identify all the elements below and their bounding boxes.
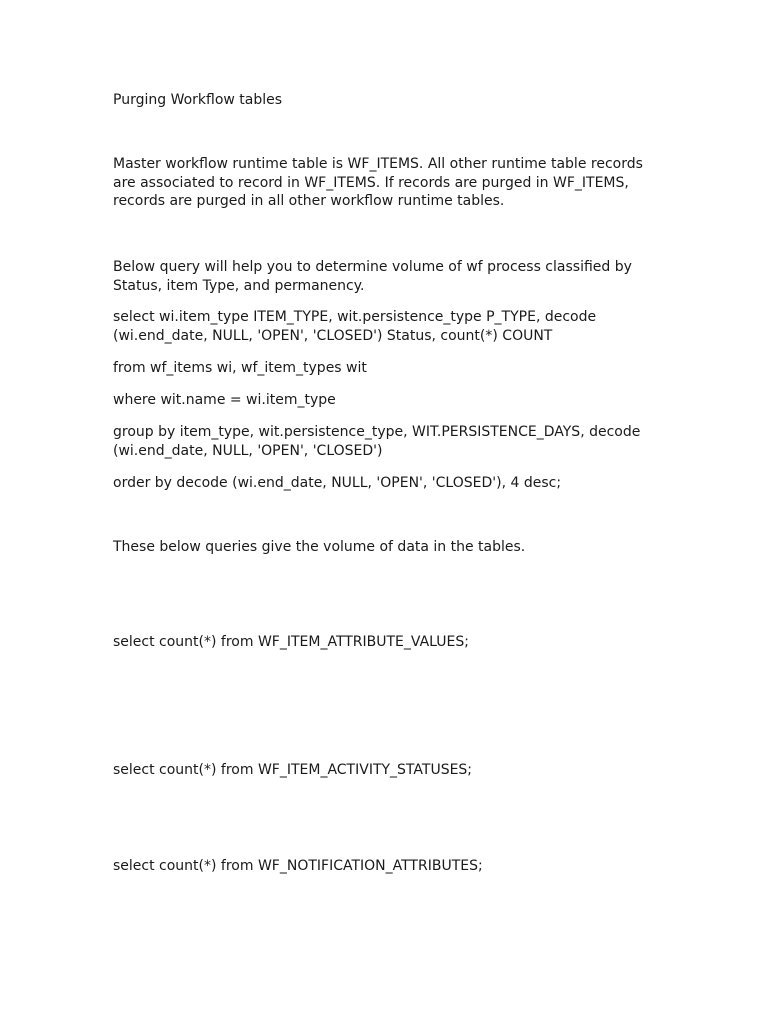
intro-paragraph: [113, 155, 673, 211]
query-group-by-line: (wi.end_date, NULL, 'OPEN', 'CLOSED'): [113, 442, 383, 459]
query-select-line: select wi.item_type ITEM_TYPE, wit.persistence_type P_TYPE, decode: [113, 309, 597, 325]
query-group-by-line: group by item_type, wit.persistence_type, WIT.PERSISTENCE_DAYS, decode: [113, 424, 641, 440]
volume-query: select count(*) from WF_ITEM_ACTIVITY_STATUSES;: [113, 762, 473, 778]
query-select-line: (wi.end_date, NULL, 'OPEN', 'CLOSED') Status, count(*) COUNT: [113, 327, 553, 344]
volume-query: select count(*) from WF_NOTIFICATION_ATTRIBUTES;: [113, 858, 483, 874]
query-from-clause: from wf_items wi, wf_item_types wit: [113, 360, 367, 376]
query-order-by-clause: order by decode (wi.end_date, NULL, 'OPEN', 'CLOSED'), 4 desc;: [113, 475, 562, 491]
volume-intro-paragraph: These below queries give the volume of data in the tables.: [113, 539, 526, 555]
query-select-clause: [113, 308, 673, 345]
query-intro-line: Status, item Type, and permanency.: [113, 277, 365, 294]
intro-line: records are purged in all other workflow runtime tables.: [113, 193, 505, 209]
document-title: Purging Workflow tables: [113, 92, 283, 108]
intro-line: Master workflow runtime table is WF_ITEMS. All other runtime table records: [113, 156, 643, 172]
query-intro-line: Below query will help you to determine volume of wf process classified by: [113, 259, 632, 275]
intro-line: are associated to record in WF_ITEMS. If records are purged in WF_ITEMS,: [113, 174, 629, 191]
query-where-clause: where wit.name = wi.item_type: [113, 392, 336, 408]
volume-query: select count(*) from WF_ITEM_ATTRIBUTE_VALUES;: [113, 634, 469, 650]
query-group-by-clause: [113, 423, 673, 460]
query-intro-paragraph: [113, 258, 673, 295]
